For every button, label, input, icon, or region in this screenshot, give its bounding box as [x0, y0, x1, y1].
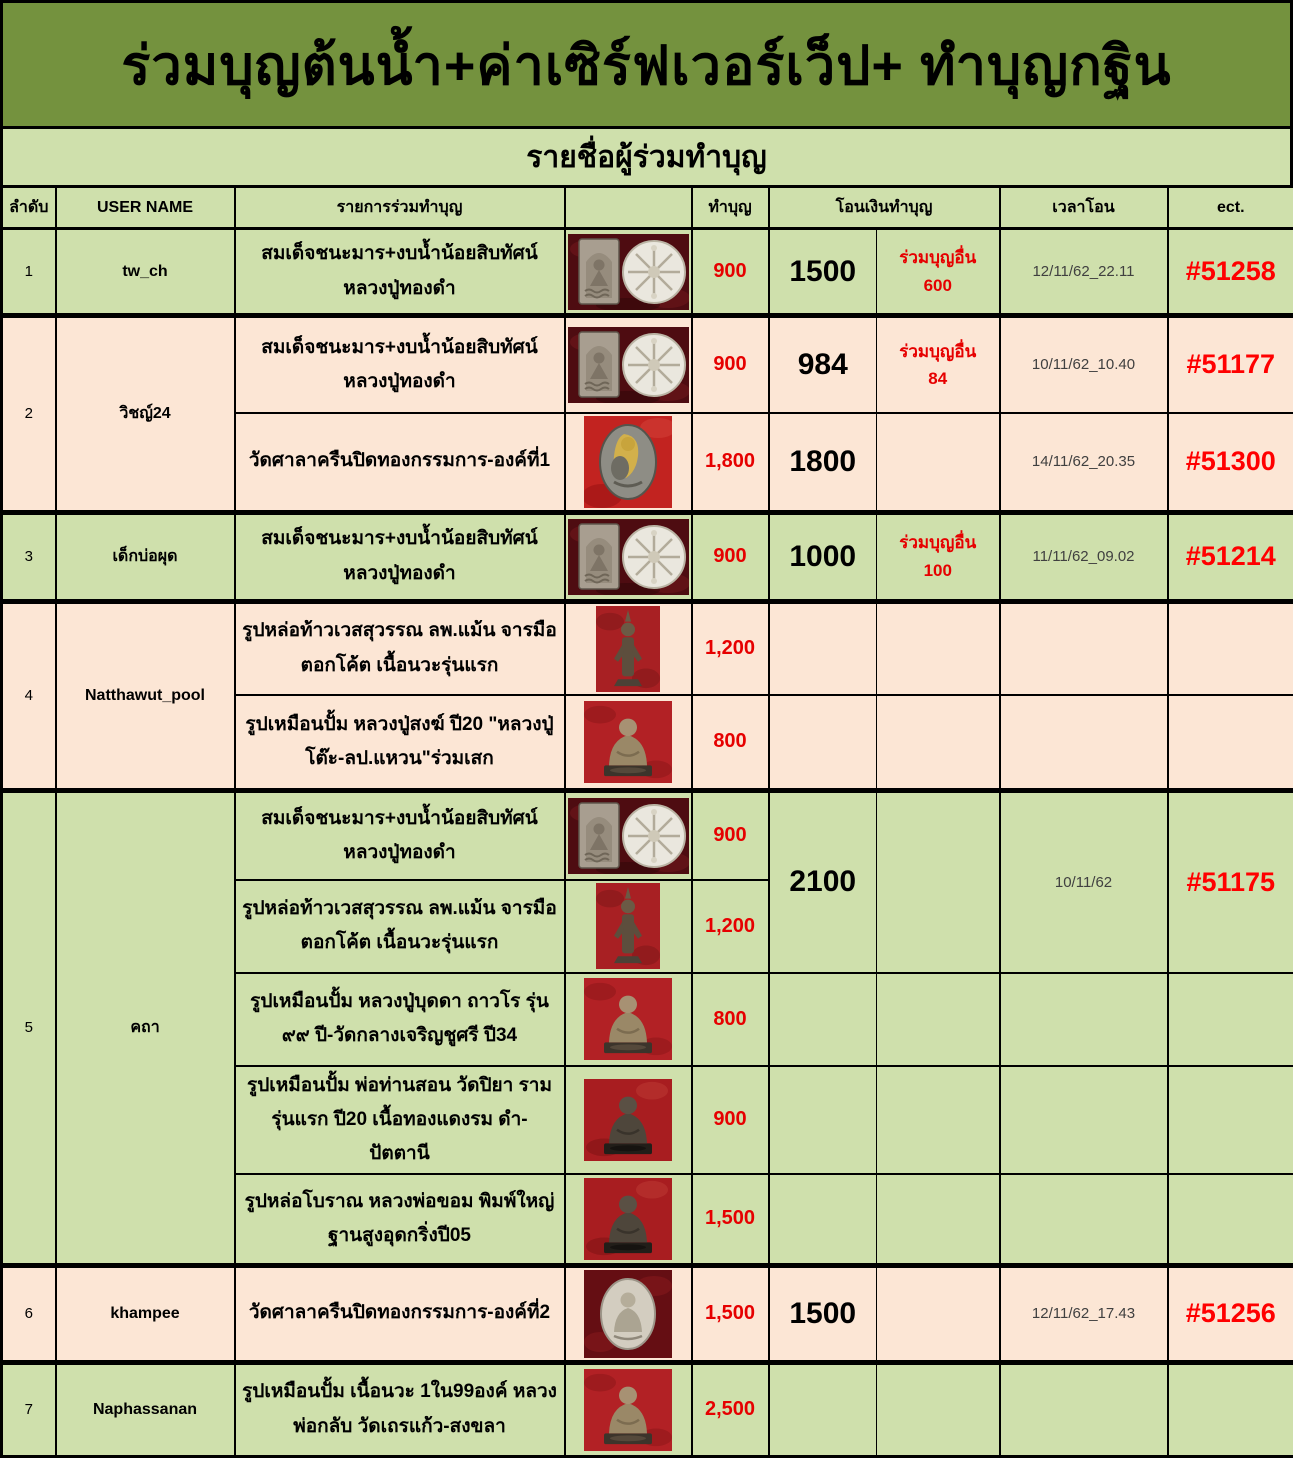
- empty-cell: [1000, 695, 1168, 791]
- merit-amount: 1,500: [692, 1174, 769, 1265]
- merit-amount: 2,500: [692, 1362, 769, 1456]
- empty-cell: [1000, 1362, 1168, 1456]
- empty-cell: [1168, 695, 1293, 791]
- item-desc: สมเด็จชนะมาร+งบน้ำน้อยสิบทัศน์ หลวงปู่ทองดำ: [235, 316, 565, 413]
- amulet-photo-cell: [565, 791, 692, 880]
- item-desc: สมเด็จชนะมาร+งบน้ำน้อยสิบทัศน์ หลวงปู่ทองดำ: [235, 512, 565, 601]
- col-header-item: รายการร่วมทำบุญ: [235, 187, 565, 229]
- other-merit-amount: 100: [877, 557, 999, 584]
- receipt-number: #51214: [1168, 512, 1293, 601]
- amulet-photo-cell: [565, 413, 692, 513]
- donor-table: [0, 185, 1293, 1458]
- empty-cell: [877, 973, 1000, 1066]
- amulet-photo-cell: [565, 880, 692, 973]
- amulet-photo-cell: [565, 1066, 692, 1175]
- row-user: วิชญ์24: [56, 316, 235, 513]
- item-desc: รูปเหมือนปั้ม หลวงปู่บุดดา ถาวโร รุ่น ๙๙ ปี-วัดกลางเจริญชูศรี ปี34: [235, 973, 565, 1066]
- amulet-photo: [568, 798, 689, 874]
- other-merit: [877, 316, 1000, 413]
- other-merit: [877, 791, 1000, 973]
- empty-cell: [769, 973, 877, 1066]
- other-merit-amount: 600: [877, 272, 999, 299]
- amulet-photo: [568, 327, 689, 403]
- transfer-amount: 1500: [769, 1265, 877, 1362]
- amulet-photo-cell: [565, 1265, 692, 1362]
- item-desc: รูปหล่อโบราณ หลวงพ่อขอม พิมพ์ใหญ่ ฐานสูงอุดกริ่งปี05: [235, 1174, 565, 1265]
- empty-cell: [1000, 1174, 1168, 1265]
- merit-amount: 800: [692, 695, 769, 791]
- amulet-photo-cell: [565, 229, 692, 316]
- col-header-seq: ลำดับ: [2, 187, 56, 229]
- merit-amount: 900: [692, 512, 769, 601]
- merit-amount: 1,200: [692, 880, 769, 973]
- amulet-photo: [584, 978, 672, 1060]
- row-user: คถา: [56, 791, 235, 1266]
- subtitle-text: รายชื่อผู้ร่วมทำบุญ: [526, 134, 766, 181]
- amulet-photo-cell: [565, 512, 692, 601]
- empty-cell: [769, 601, 877, 695]
- table-row: [2, 512, 1293, 601]
- other-merit: [877, 229, 1000, 316]
- item-desc: วัดศาลาครืนปิดทองกรรมการ-องค์ที่1: [235, 413, 565, 513]
- subtitle-band: [0, 129, 1293, 185]
- amulet-photo-cell: [565, 695, 692, 791]
- empty-cell: [877, 1174, 1000, 1265]
- col-header-user: USER NAME: [56, 187, 235, 229]
- row-seq: 1: [2, 229, 56, 316]
- transfer-time: 10/11/62_10.40: [1000, 316, 1168, 413]
- amulet-photo: [596, 606, 660, 692]
- amulet-photo: [568, 519, 689, 595]
- amulet-photo: [584, 1079, 672, 1161]
- table-row: [2, 316, 1293, 413]
- receipt-number: #51256: [1168, 1265, 1293, 1362]
- empty-cell: [769, 695, 877, 791]
- row-seq: 3: [2, 512, 56, 601]
- empty-cell: [769, 1066, 877, 1175]
- transfer-time: 14/11/62_20.35: [1000, 413, 1168, 513]
- empty-cell: [1000, 973, 1168, 1066]
- table-row: [2, 601, 1293, 695]
- merit-amount: 1,800: [692, 413, 769, 513]
- other-merit: [877, 512, 1000, 601]
- table-row: [2, 1362, 1293, 1456]
- header-row: [2, 187, 1293, 229]
- empty-cell: [1168, 1066, 1293, 1175]
- empty-cell: [1000, 1066, 1168, 1175]
- merit-amount: 900: [692, 791, 769, 880]
- merit-amount: 900: [692, 1066, 769, 1175]
- amulet-photo: [584, 416, 672, 508]
- amulet-photo: [584, 1270, 672, 1358]
- transfer-amount: 1500: [769, 229, 877, 316]
- amulet-photo: [584, 1369, 672, 1451]
- amulet-photo: [568, 234, 689, 310]
- amulet-photo: [596, 883, 660, 969]
- transfer-amount: 1800: [769, 413, 877, 513]
- amulet-photo-cell: [565, 1174, 692, 1265]
- row-user: tw_ch: [56, 229, 235, 316]
- table-row: [2, 1265, 1293, 1362]
- row-seq: 6: [2, 1265, 56, 1362]
- item-desc: รูปเหมือนปั้ม เนื้อนวะ 1ใน99องค์ หลวงพ่อกลับ วัดเถรแก้ว-สงขลา: [235, 1362, 565, 1456]
- empty-cell: [1168, 1174, 1293, 1265]
- other-merit: [877, 413, 1000, 513]
- transfer-time: 11/11/62_09.02: [1000, 512, 1168, 601]
- merit-amount: 1,500: [692, 1265, 769, 1362]
- item-desc: รูปหล่อท้าวเวสสุวรรณ ลพ.แม้น จารมือ ตอกโค้ต เนื้อนวะรุ่นแรก: [235, 880, 565, 973]
- col-header-time: เวลาโอน: [1000, 187, 1168, 229]
- amulet-photo-cell: [565, 316, 692, 413]
- other-merit-label: ร่วมบุญอื่น: [877, 244, 999, 271]
- title-banner: [0, 0, 1293, 129]
- other-merit-label: ร่วมบุญอื่น: [877, 529, 999, 556]
- col-header-merit: ทำบุญ: [692, 187, 769, 229]
- transfer-amount: 2100: [769, 791, 877, 973]
- empty-cell: [877, 601, 1000, 695]
- amulet-photo-cell: [565, 1362, 692, 1456]
- receipt-number: #51177: [1168, 316, 1293, 413]
- empty-cell: [1168, 601, 1293, 695]
- empty-cell: [877, 1362, 1000, 1456]
- row-seq: 7: [2, 1362, 56, 1456]
- other-merit-label: ร่วมบุญอื่น: [877, 338, 999, 365]
- transfer-time: 12/11/62_22.11: [1000, 229, 1168, 316]
- page-title: ร่วมบุญต้นน้ำ+ค่าเซิร์ฟเวอร์เว็ป+ ทำบุญกฐิน: [121, 22, 1171, 108]
- merit-amount: 800: [692, 973, 769, 1066]
- transfer-amount: 1000: [769, 512, 877, 601]
- row-user: khampee: [56, 1265, 235, 1362]
- other-merit-amount: 84: [877, 365, 999, 392]
- item-desc: สมเด็จชนะมาร+งบน้ำน้อยสิบทัศน์ หลวงปู่ทองดำ: [235, 229, 565, 316]
- merit-amount: 900: [692, 229, 769, 316]
- empty-cell: [877, 1066, 1000, 1175]
- col-header-photo: [565, 187, 692, 229]
- row-user: เด็กบ่อผุด: [56, 512, 235, 601]
- receipt-number: #51300: [1168, 413, 1293, 513]
- col-header-ect: ect.: [1168, 187, 1293, 229]
- amulet-photo-cell: [565, 601, 692, 695]
- row-user: Naphassanan: [56, 1362, 235, 1456]
- table-row: [2, 791, 1293, 880]
- merit-amount: 1,200: [692, 601, 769, 695]
- empty-cell: [1168, 1362, 1293, 1456]
- receipt-number: #51175: [1168, 791, 1293, 973]
- empty-cell: [1168, 973, 1293, 1066]
- empty-cell: [877, 695, 1000, 791]
- other-merit: [877, 1265, 1000, 1362]
- row-seq: 5: [2, 791, 56, 1266]
- empty-cell: [769, 1362, 877, 1456]
- transfer-time: 10/11/62: [1000, 791, 1168, 973]
- item-desc: รูปหล่อท้าวเวสสุวรรณ ลพ.แม้น จารมือ ตอกโค้ต เนื้อนวะรุ่นแรก: [235, 601, 565, 695]
- item-desc: รูปเหมือนปั้ม หลวงปู่สงฆ์ ปี20 "หลวงปู่โต๊ะ-ลป.แหวน"ร่วมเสก: [235, 695, 565, 791]
- row-user: Natthawut_pool: [56, 601, 235, 791]
- empty-cell: [769, 1174, 877, 1265]
- transfer-time: 12/11/62_17.43: [1000, 1265, 1168, 1362]
- empty-cell: [1000, 601, 1168, 695]
- col-header-transfer: โอนเงินทำบุญ: [769, 187, 1000, 229]
- amulet-photo-cell: [565, 973, 692, 1066]
- transfer-amount: 984: [769, 316, 877, 413]
- merit-amount: 900: [692, 316, 769, 413]
- receipt-number: #51258: [1168, 229, 1293, 316]
- row-seq: 4: [2, 601, 56, 791]
- row-seq: 2: [2, 316, 56, 513]
- item-desc: รูปเหมือนปั้ม พ่อท่านสอน วัดปิยา รามรุ่นแรก ปี20 เนื้อทองแดงรม ดำ-ปัตตานี: [235, 1066, 565, 1175]
- amulet-photo: [584, 1178, 672, 1260]
- amulet-photo: [584, 701, 672, 783]
- item-desc: สมเด็จชนะมาร+งบน้ำน้อยสิบทัศน์ หลวงปู่ทองดำ: [235, 791, 565, 880]
- item-desc: วัดศาลาครืนปิดทองกรรมการ-องค์ที่2: [235, 1265, 565, 1362]
- table-row: [2, 229, 1293, 316]
